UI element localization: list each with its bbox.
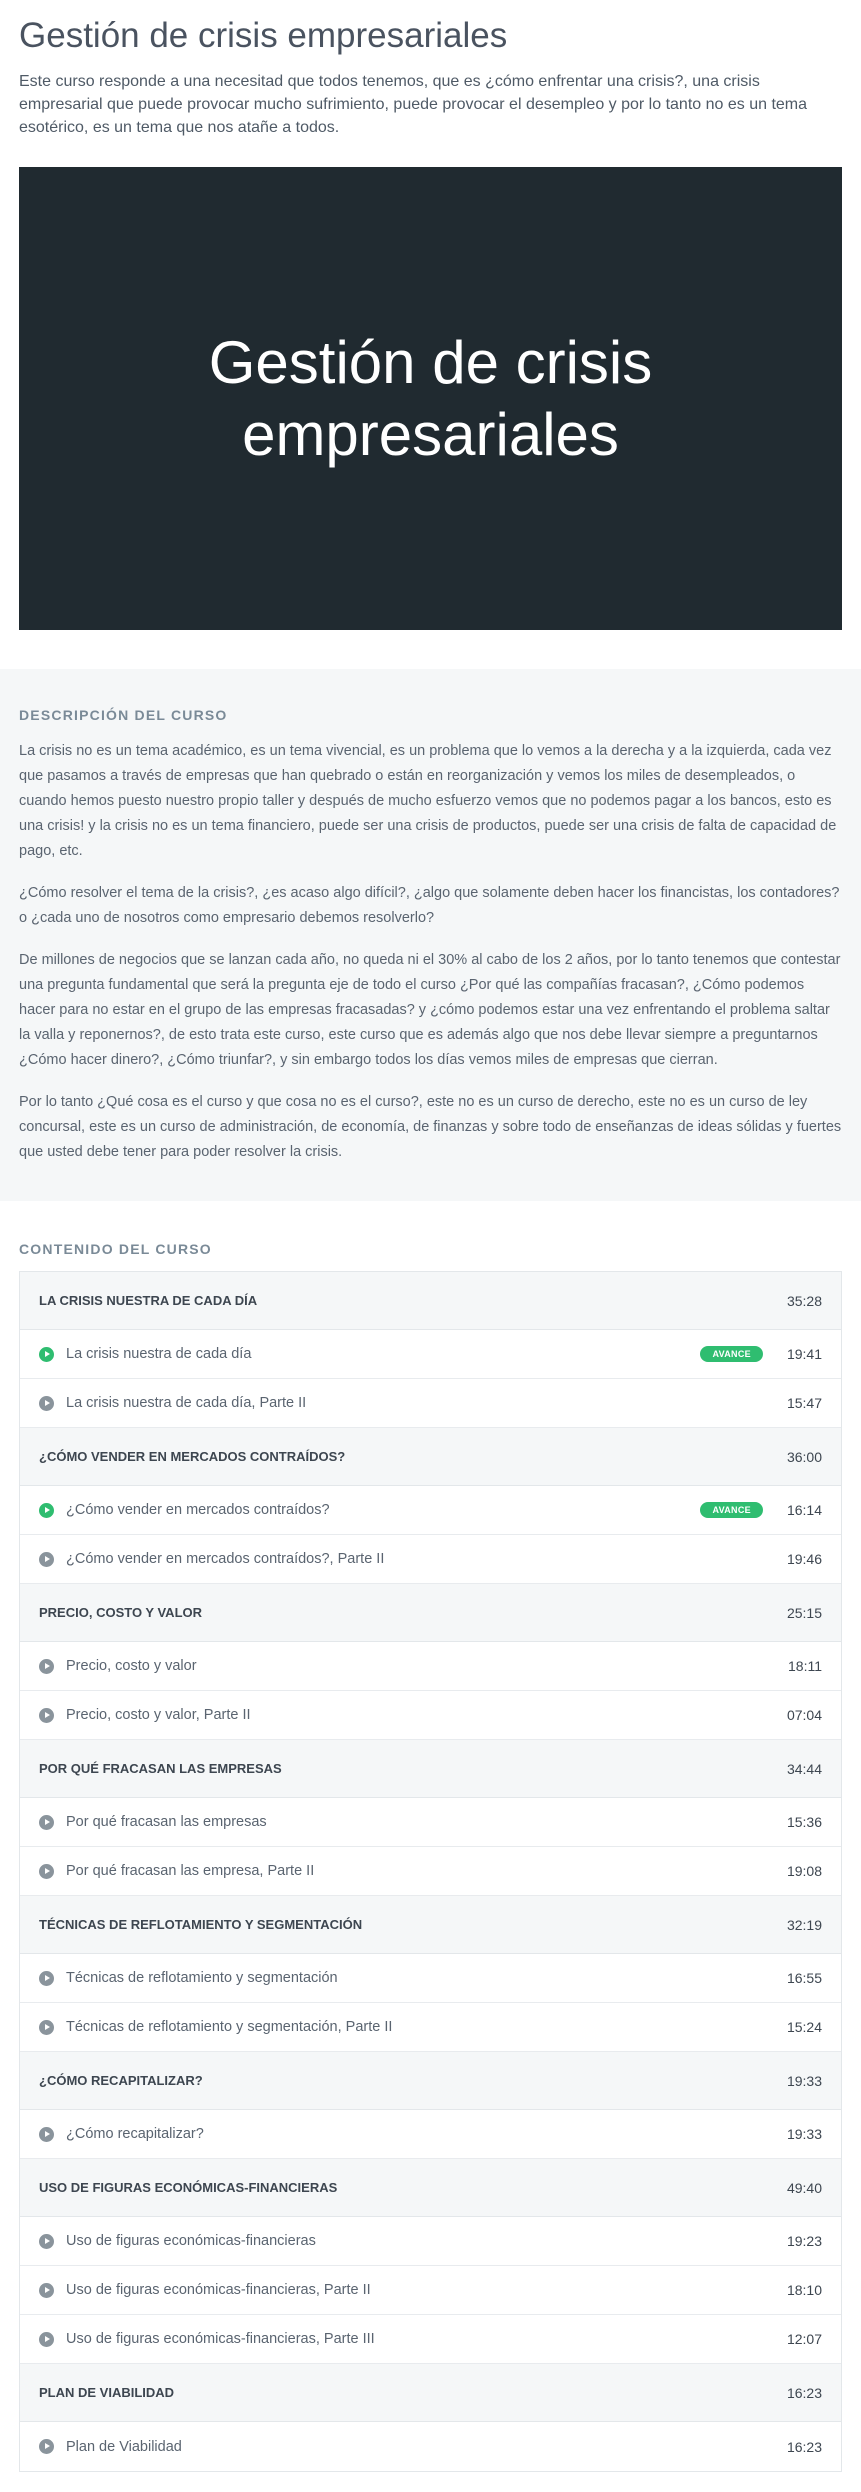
- play-icon: [39, 1971, 54, 1986]
- lesson-duration: 07:04: [786, 1707, 822, 1723]
- play-icon: [39, 2127, 54, 2142]
- lesson-item[interactable]: [20, 1535, 841, 1584]
- chapter-duration: 32:19: [786, 1916, 822, 1933]
- lesson-title: Técnicas de reflotamiento y segmentación: [66, 1970, 338, 1986]
- video-title-card: Gestión de crisis empresariales: [208, 328, 653, 468]
- lesson-title: ¿Cómo vender en mercados contraídos?, Parte II: [66, 1551, 385, 1567]
- video-player[interactable]: [19, 167, 842, 630]
- lesson-item[interactable]: [20, 1486, 841, 1535]
- lesson-item[interactable]: [20, 1798, 841, 1847]
- chapter-title: POR QUÉ FRACASAN LAS EMPRESAS: [39, 1761, 282, 1776]
- lesson-duration: 19:41: [786, 1346, 822, 1362]
- description-paragraph: Por lo tanto ¿Qué cosa es el curso y que cosa no es el curso?, este no es un curso de derecho, este no es un curso de ley concursal, este es un curso de administración, de economía, de finanzas y sobre todo de enseñanzas de ideas sólidas y fuertes que usted debe tener para poder resolver la crisis.: [19, 1094, 842, 1160]
- preview-badge[interactable]: AVANCE: [700, 1346, 762, 1362]
- chapter-duration: 34:44: [786, 1760, 822, 1777]
- play-icon: [39, 1815, 54, 1830]
- lesson-title: Precio, costo y valor: [66, 1658, 197, 1674]
- lesson-item[interactable]: [20, 2003, 841, 2052]
- chapter-duration: 49:40: [786, 2179, 822, 2196]
- lesson-title: Uso de figuras económicas-financieras, Parte II: [66, 2282, 371, 2298]
- curriculum-list: [19, 1271, 842, 2472]
- lesson-title: Por qué fracasan las empresas: [66, 1814, 267, 1830]
- description-heading: DESCRIPCIÓN DEL CURSO: [19, 707, 228, 723]
- play-icon: [39, 2439, 54, 2454]
- chapter-header: [20, 2364, 841, 2422]
- play-icon: [39, 1396, 54, 1411]
- play-icon: [39, 2020, 54, 2035]
- lesson-title: Precio, costo y valor, Parte II: [66, 1707, 251, 1723]
- play-icon: [39, 2283, 54, 2298]
- chapter-title: PRECIO, COSTO Y VALOR: [39, 1605, 203, 1620]
- lesson-item[interactable]: [20, 1847, 841, 1896]
- lesson-item[interactable]: [20, 1330, 841, 1379]
- chapter-duration: 25:15: [786, 1604, 822, 1621]
- chapter-title: TÉCNICAS DE REFLOTAMIENTO Y SEGMENTACIÓN: [39, 1917, 363, 1932]
- chapter-duration: 35:28: [786, 1292, 822, 1309]
- description-paragraph: La crisis no es un tema académico, es un tema vivencial, es un problema que lo vemos a la derecha y a la izquierda, cada vez que pasamos a través de empresas que han quebrado o están en reorganización y vemos los miles de desempleados, o cuando hemos puesto nuestro propio taller y después de mucho esfuerzo vemos que no podemos pagar a los bancos, esto es una crisis! y la crisis no es un tema financiero, puede ser una crisis de productos, puede ser una crisis de falta de capacidad de pago, etc.: [19, 743, 837, 859]
- lesson-title: Técnicas de reflotamiento y segmentación, Parte II: [66, 2019, 393, 2035]
- chapter-title: ¿CÓMO RECAPITALIZAR?: [39, 2073, 203, 2088]
- course-hero: [0, 0, 861, 630]
- content-heading: CONTENIDO DEL CURSO: [19, 1241, 212, 1257]
- lesson-duration: 19:08: [786, 1863, 822, 1879]
- lesson-duration: 19:23: [786, 2233, 822, 2249]
- lesson-title: Plan de Viabilidad: [66, 2438, 182, 2455]
- chapter-header: [20, 1272, 841, 1330]
- play-icon: [39, 1708, 54, 1723]
- play-icon: [39, 1864, 54, 1879]
- lesson-title: Uso de figuras económicas-financieras, Parte III: [66, 2331, 375, 2347]
- play-icon: [39, 2332, 54, 2347]
- lesson-duration: 16:14: [786, 1502, 822, 1518]
- lesson-title: ¿Cómo recapitalizar?: [66, 2126, 204, 2142]
- page-title: Gestión de crisis empresariales: [19, 16, 508, 55]
- play-icon: [39, 1503, 54, 1518]
- chapter-header: [20, 1740, 841, 1798]
- lesson-duration: 19:46: [786, 1551, 822, 1567]
- chapter-duration: 16:23: [786, 2384, 822, 2401]
- lesson-title: ¿Cómo vender en mercados contraídos?: [66, 1502, 330, 1518]
- chapter-duration: 19:33: [786, 2072, 822, 2089]
- lesson-item[interactable]: [20, 2217, 841, 2266]
- play-icon: [39, 1659, 54, 1674]
- chapter-header: [20, 2159, 841, 2217]
- course-intro: Este curso responde a una necesitad que todos tenemos, que es ¿cómo enfrentar una crisis?, una crisis empresarial que puede provocar mucho sufrimiento, puede provocar el desempleo y por lo tanto no es un tema esotérico, es un tema que nos atañe a todos.: [19, 73, 808, 136]
- lesson-duration: 16:23: [786, 2438, 822, 2455]
- chapter-title: ¿CÓMO VENDER EN MERCADOS CONTRAÍDOS?: [39, 1449, 346, 1464]
- lesson-item[interactable]: [20, 1691, 841, 1740]
- play-icon: [39, 1347, 54, 1362]
- lesson-duration: 15:36: [786, 1814, 822, 1830]
- lesson-item[interactable]: [20, 1379, 841, 1428]
- lesson-duration: 18:11: [788, 1658, 822, 1674]
- chapter-header: [20, 1584, 841, 1642]
- lesson-title: La crisis nuestra de cada día, Parte II: [66, 1395, 307, 1411]
- description-paragraph: ¿Cómo resolver el tema de la crisis?, ¿es acaso algo difícil?, ¿algo que solamente deben hacer los financistas, los contadores? o ¿cada uno de nosotros como empresario debemos resolverlo?: [19, 885, 840, 926]
- lesson-title: La crisis nuestra de cada día: [66, 1346, 252, 1362]
- lesson-title: Uso de figuras económicas-financieras: [66, 2233, 316, 2249]
- play-icon: [39, 1552, 54, 1567]
- lesson-item[interactable]: [20, 2266, 841, 2315]
- lesson-duration: 15:47: [786, 1395, 822, 1411]
- lesson-duration: 15:24: [786, 2019, 822, 2035]
- description-paragraph: De millones de negocios que se lanzan cada año, no queda ni el 30% al cabo de los 2 años, por lo tanto tenemos que contestar una pregunta fundamental que será la pregunta eje de todo el curso ¿Por qué las compañías fracasan?, ¿Cómo podemos hacer para no estar en el grupo de las empresas fracasadas? y ¿cómo podemos estar una vez enfrentando el problema saltar la valla y reponernos?, de esto trata este curso, este curso que es además algo que nos debe llevar siempre a preguntarnos ¿Cómo hacer dinero?, ¿Cómo triunfar?, y sin embargo todos los días vemos miles de empresas que cierran.: [19, 952, 841, 1068]
- preview-badge[interactable]: AVANCE: [700, 1502, 762, 1518]
- lesson-item[interactable]: [20, 1642, 841, 1691]
- chapter-header: [20, 1428, 841, 1486]
- course-content: [0, 1201, 861, 2492]
- lesson-item[interactable]: [20, 2315, 841, 2364]
- lesson-duration: 19:33: [786, 2126, 822, 2142]
- lesson-duration: 12:07: [786, 2331, 822, 2347]
- chapter-title: LA CRISIS NUESTRA DE CADA DÍA: [39, 1293, 258, 1308]
- lesson-item[interactable]: [20, 2110, 841, 2159]
- lesson-duration: 18:10: [786, 2282, 822, 2298]
- lesson-title: Por qué fracasan las empresa, Parte II: [66, 1863, 315, 1879]
- lesson-item[interactable]: [20, 1954, 841, 2003]
- chapter-title: PLAN DE VIABILIDAD: [39, 2385, 175, 2400]
- course-description: [0, 669, 861, 1201]
- chapter-header: [20, 1896, 841, 1954]
- chapter-header: [20, 2052, 841, 2110]
- chapter-duration: 36:00: [786, 1448, 822, 1465]
- chapter-title: USO DE FIGURAS ECONÓMICAS-FINANCIERAS: [39, 2180, 338, 2195]
- play-icon: [39, 2234, 54, 2249]
- lesson-duration: 16:55: [786, 1970, 822, 1986]
